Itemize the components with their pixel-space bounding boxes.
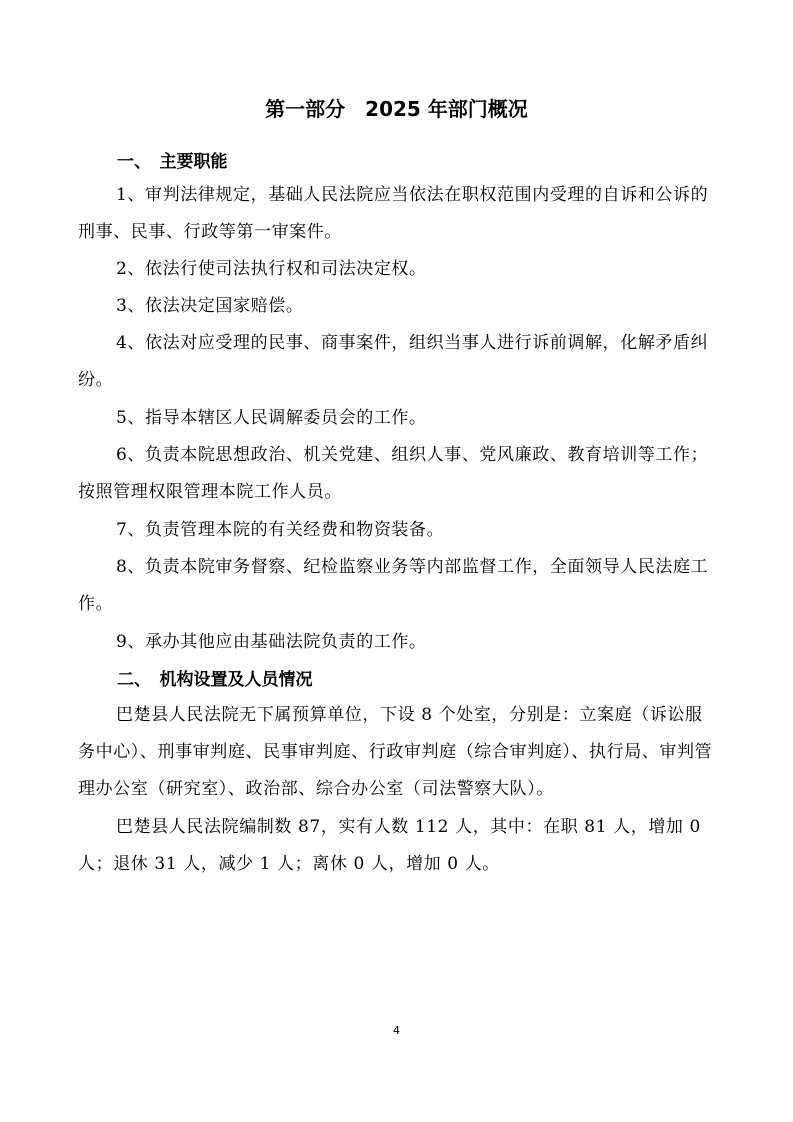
section-heading-main-functions: 一、 主要职能	[117, 152, 228, 172]
paragraph: 4、依法对应受理的民事、商事案件，组织当事人进行诉前调解，化解矛盾纠纷。	[78, 333, 709, 390]
page-number: 4	[393, 1024, 400, 1037]
paragraph: 8、负责本院审务督察、纪检监察业务等内部监督工作，全面领导人民法庭工作。	[78, 557, 709, 614]
paragraph: 巴楚县人民法院编制数 87，实有人数 112 人，其中：在职 81 人，增加 0 人；退休 31 人，减少 1 人；离休 0 人，增加 0 人。	[78, 817, 701, 874]
section-heading-organization: 二、 机构设置及人员情况	[117, 670, 313, 690]
paragraph: 5、指导本辖区人民调解委员会的工作。	[116, 408, 427, 428]
paragraph: 9、承办其他应由基础法院负责的工作。	[116, 632, 427, 652]
paragraph: 6、负责本院思想政治、机关党建、组织人事、党风廉政、教育培训等工作；按照管理权限管理本院工作人员。	[78, 445, 709, 502]
page-title: 第一部分 2025 年部门概况	[265, 97, 528, 121]
paragraph: 巴楚县人民法院无下属预算单位，下设 8 个处室，分别是：立案庭（诉讼服务中心）、刑事审判庭、民事审判庭、行政审判庭（综合审判庭）、执行局、审判管理办公室（研究室）、政治部、综合办公室（司法警察大队）。	[78, 705, 713, 799]
paragraph: 2、依法行使司法执行权和司法决定权。	[116, 259, 427, 279]
paragraph: 1、审判法律规定，基础人民法院应当依法在职权范围内受理的自诉和公诉的刑事、民事、行政等第一审案件。	[78, 185, 709, 242]
paragraph: 3、依法决定国家赔偿。	[116, 296, 304, 316]
paragraph: 7、负责管理本院的有关经费和物资装备。	[116, 520, 445, 540]
